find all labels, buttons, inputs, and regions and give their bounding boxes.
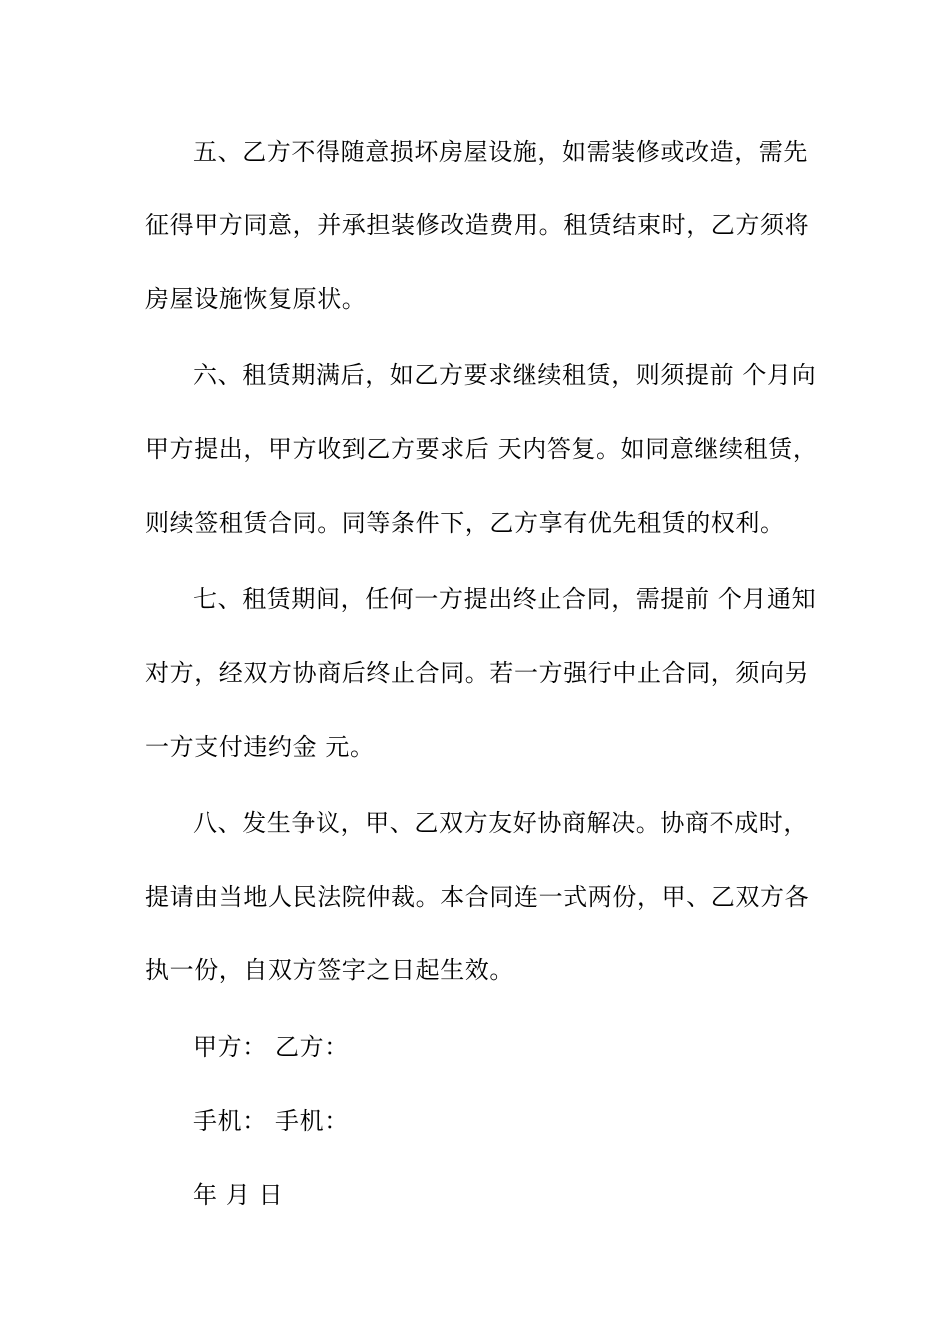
clause-5-line-2: 征得甲方同意，并承担装修改造费用。租赁结束时，乙方须将	[145, 211, 810, 239]
clause-7-line-3: 一方支付违约金 元。	[145, 733, 375, 761]
clause-6-line-1: 六、租赁期满后，如乙方要求继续租赁，则须提前 个月向	[193, 361, 817, 389]
clause-6-line-3: 则续签租赁合同。同等条件下，乙方享有优先租赁的权利。	[145, 509, 785, 537]
clause-8-line-1: 八、发生争议，甲、乙双方友好协商解决。协商不成时，	[193, 809, 808, 837]
clause-8-line-2: 提请由当地人民法院仲裁。本合同连一式两份，甲、乙双方各	[145, 883, 810, 911]
clause-7-line-2: 对方，经双方协商后终止合同。若一方强行中止合同，须向另	[145, 659, 810, 687]
signature-date: 年 月 日	[193, 1181, 284, 1209]
clause-5-line-1: 五、乙方不得随意损坏房屋设施，如需装修或改造，需先	[193, 138, 808, 166]
clause-5-line-3: 房屋设施恢复原状。	[145, 285, 367, 313]
clause-7-line-1: 七、租赁期间，任何一方提出终止合同，需提前 个月通知	[193, 585, 817, 613]
signature-phones: 手机： 手机：	[193, 1107, 349, 1135]
clause-6-line-2: 甲方提出，甲方收到乙方要求后 天内答复。如同意继续租赁，	[145, 435, 818, 463]
signature-parties: 甲方： 乙方：	[193, 1033, 349, 1061]
clause-8-line-3: 执一份，自双方签字之日起生效。	[145, 956, 514, 984]
